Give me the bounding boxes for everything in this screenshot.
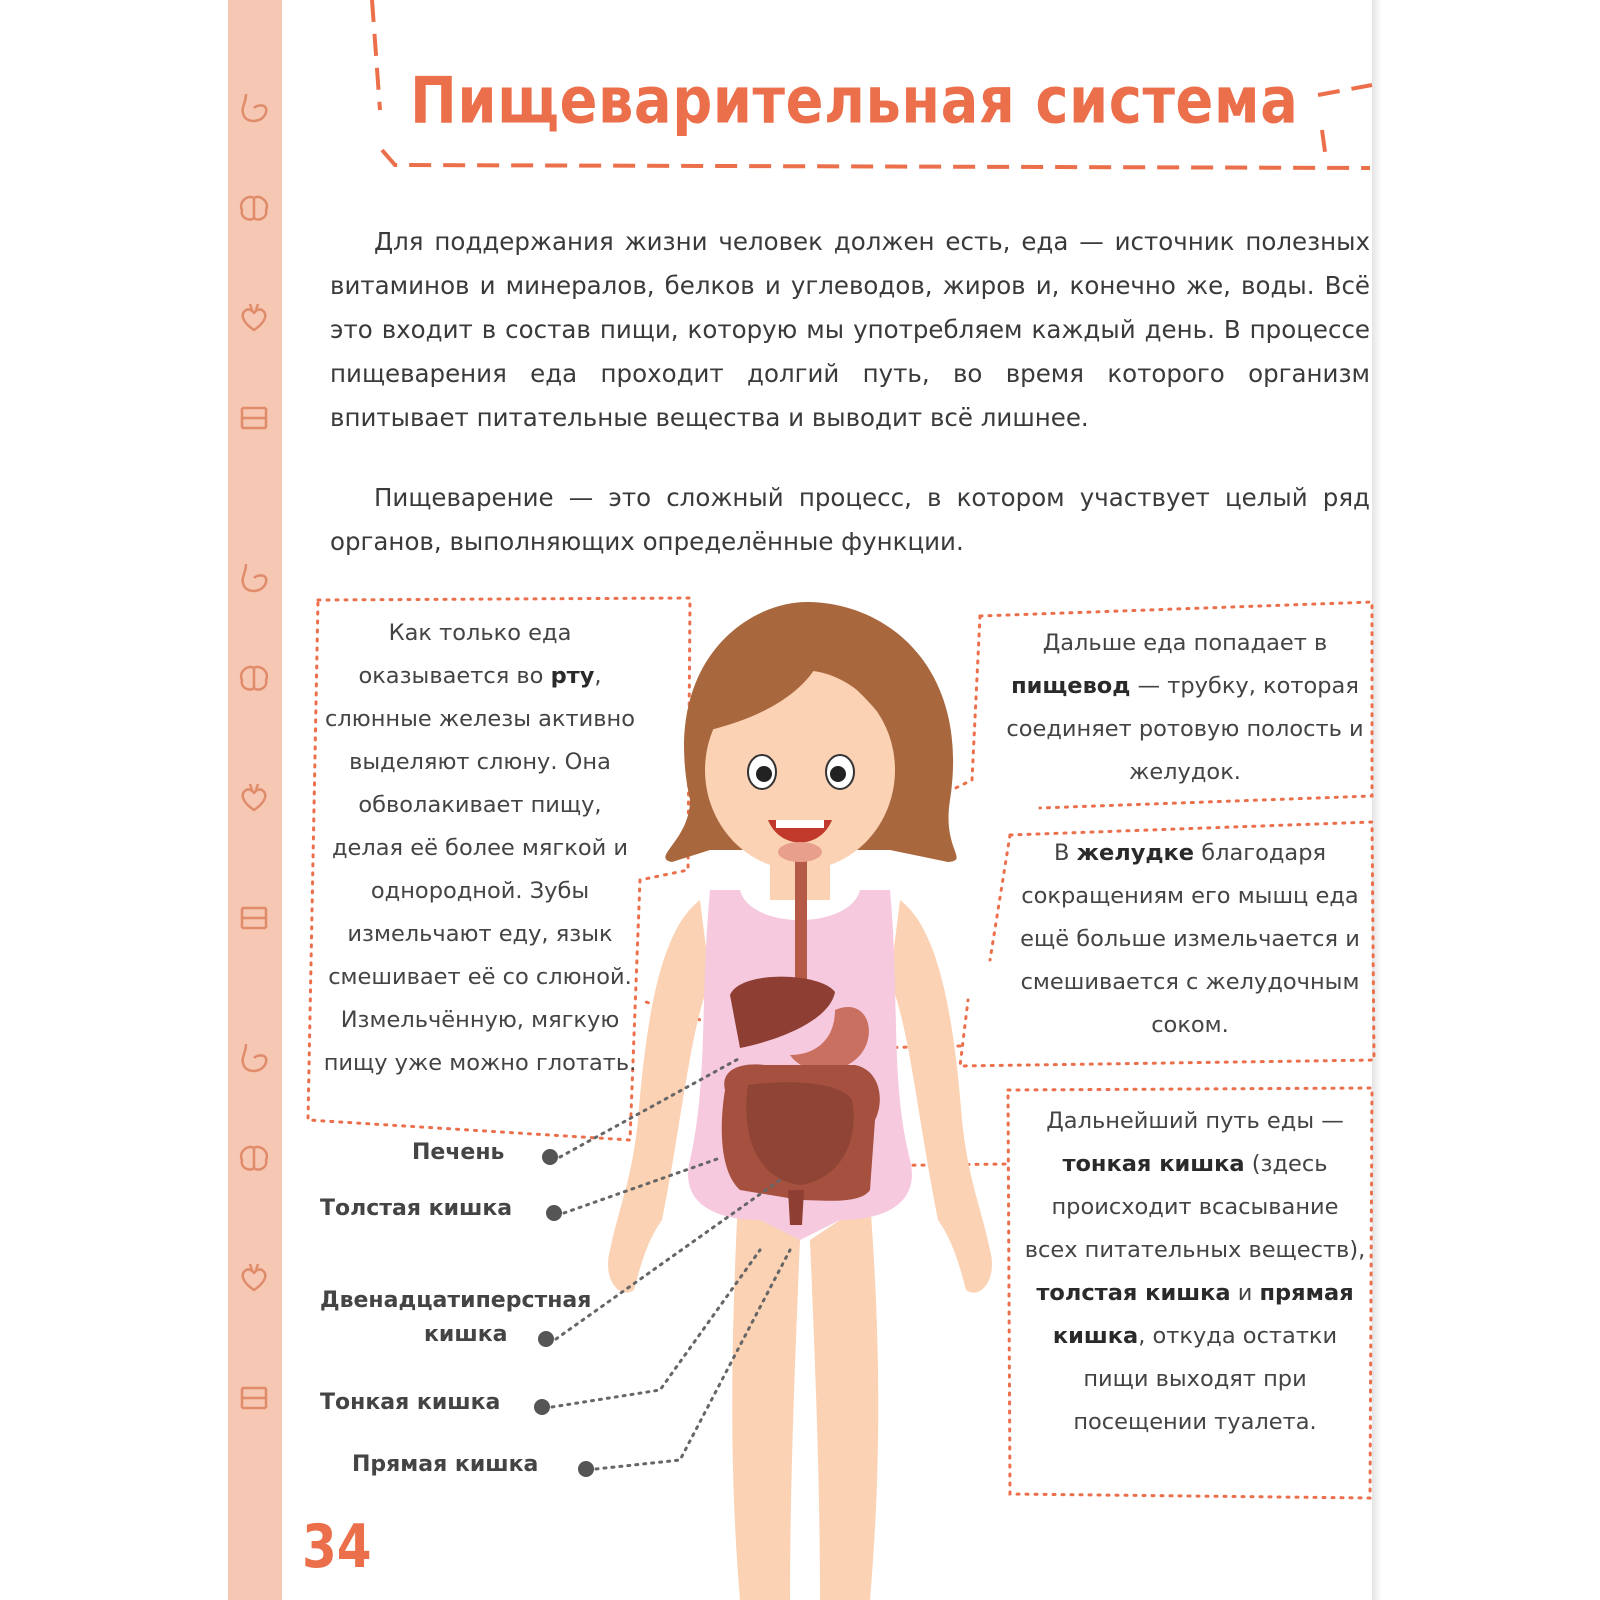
- large-intestine-term: толстая кишка: [1036, 1280, 1231, 1306]
- mouth-text-pre: Как только еда оказывается во: [358, 620, 572, 689]
- esophagus-text-pre: Дальше еда попадает в: [1042, 630, 1328, 656]
- intestine-text-1: Дальнейший путь еды —: [1046, 1108, 1344, 1134]
- esophagus-text-post: — трубку, которая соединяет ротовую полость и желудок.: [1006, 673, 1364, 785]
- esophagus-term: пищевод: [1011, 673, 1131, 699]
- rectum-term: прямая кишка: [1052, 1280, 1354, 1349]
- page-number: 34: [302, 1512, 372, 1582]
- stomach-text-pre: В: [1053, 840, 1077, 866]
- stomach-text-post: благодаря сокращениям его мышц еда ещё больше измельчается и смешивается с желудочным соком.: [1020, 840, 1360, 1038]
- label-large-intestine: Толстая кишка: [320, 1196, 513, 1221]
- label-small-intestine: Тонкая кишка: [320, 1390, 501, 1415]
- intestine-text-4: , откуда остатки пищи выходят при посещении туалета.: [1073, 1323, 1338, 1435]
- intestine-text-3: и: [1230, 1280, 1260, 1306]
- intro-paragraph-1: Для поддержания жизни человек должен есть, еда — источник полезных витаминов и минералов, белков и углеводов, жиров и, конечно же, воды. Всё это входит в состав пищи, которую мы употребляем каждый день. В процессе пищеварения еда проходит долгий путь, во время которого организм впитывает питательные вещества и выводит всё лишнее.: [330, 227, 1370, 432]
- intro-paragraph-2: Пищеварение — это сложный процесс, в котором участвует целый ряд органов, выполняющих определённые функции.: [330, 483, 1370, 556]
- mouth-text-post: , слюнные железы активно выделяют слюну. Она обволакивает пищу, делая её более мягкой и однородной. Зубы измельчают еду, язык смешивает её со слюной. Измельчённую, мягкую пищу уже можно глотать.: [323, 663, 637, 1076]
- mouth-term: рту: [550, 663, 595, 689]
- label-liver: Печень: [412, 1140, 505, 1165]
- label-duodenum-line2: кишка: [424, 1322, 508, 1347]
- label-rectum: Прямая кишка: [352, 1452, 539, 1477]
- stomach-term: желудке: [1076, 840, 1195, 866]
- page-title: Пищеварительная система: [410, 64, 1299, 139]
- label-duodenum-line1: Двенадцатиперстная: [320, 1288, 592, 1313]
- small-intestine-term: тонкая кишка: [1062, 1151, 1245, 1177]
- intestine-text-2: (здесь происходит всасывание всех питательных веществ),: [1024, 1151, 1366, 1263]
